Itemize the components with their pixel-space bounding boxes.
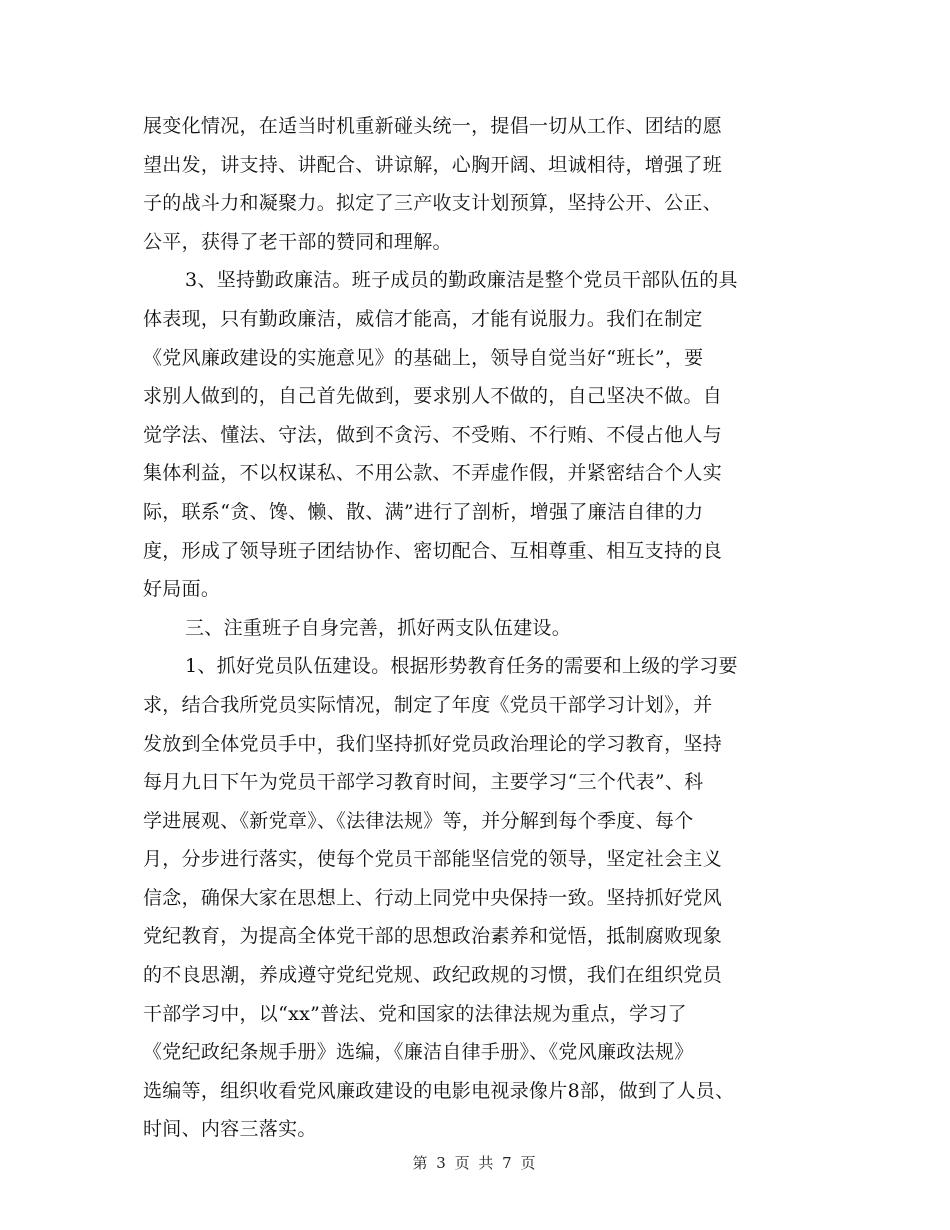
text-line: 时间、内容三落实。: [143, 1118, 317, 1141]
text-line: 发放到全体党员手中，我们坚持抓好党员政治理论的学习教育，坚持: [143, 732, 723, 755]
text-line: 的不良思潮，养成遵守党纪党规、政纪政规的习惯，我们在组织党员: [143, 964, 723, 987]
text-line: 月，分步进行落实，使每个党员干部能坚信党的领导，坚定社会主义: [143, 848, 723, 871]
text-line: 好局面。: [143, 578, 221, 601]
text-line: 际，联系“贪、馋、懒、散、满”进行了剖析，增强了廉洁自律的力: [143, 500, 704, 523]
text-line: 求别人做到的，自己首先做到，要求别人不做的，自己坚决不做。自: [143, 385, 723, 408]
text-line: 度，形成了领导班子团结协作、密切配合、互相尊重、相互支持的良: [143, 539, 723, 562]
text-line: 每月九日下午为党员干部学习教育时间，主要学习“三个代表”、科: [143, 771, 704, 794]
document-body: [143, 107, 815, 1149]
text-line: 《党纪政纪条规手册》选编，《廉洁自律手册》、《党风廉政法规》: [143, 1041, 694, 1064]
text-line: 信念，确保大家在思想上、行动上同党中央保持一致。坚持抓好党风: [143, 886, 723, 909]
text-line: 展变化情况，在适当时机重新碰头统一，提倡一切从工作、团结的愿: [143, 115, 723, 137]
text-line: 3、坚持勤政廉洁。班子成员的勤政廉洁是整个党员干部队伍的具: [185, 269, 738, 292]
text-line: 体表现，只有勤政廉洁，威信才能高，才能有说服力。我们在制定: [143, 307, 703, 330]
text-line: 三、注重班子自身完善，抓好两支队伍建设。: [185, 616, 572, 639]
text-line: 子的战斗力和凝聚力。拟定了三产收支计划预算，坚持公开、公正、: [143, 192, 723, 215]
text-line: 求，结合我所党员实际情况，制定了年度《党员干部学习计划》，并: [143, 693, 713, 716]
text-line: 公平，获得了老干部的赞同和理解。: [143, 230, 452, 253]
text-line: 干部学习中，以“xx”普法、党和国家的法律法规为重点，学习了: [143, 1002, 687, 1025]
text-line: 《党风廉政建设的实施意见》的基础上，领导自觉当好“班长”，要: [143, 346, 704, 369]
text-line: 学进展观、《新党章》、《法律法规》等，并分解到每个季度、每个: [143, 809, 694, 832]
text-line: 觉学法、懂法、守法，做到不贪污、不受贿、不行贿、不侵占他人与: [143, 423, 723, 446]
text-line: 选编等，组织收看党风廉政建设的电影电视录像片8部，做到了人员、: [143, 1079, 735, 1102]
page-footer: 第 3 页 共 7 页: [412, 1154, 538, 1172]
text-line: 望出发，讲支持、讲配合、讲谅解，心胸开阔、坦诚相待，增强了班: [143, 153, 723, 176]
text-line: 党纪教育，为提高全体党干部的思想政治素养和觉悟，抵制腐败现象: [143, 925, 723, 948]
text-line: 1、抓好党员队伍建设。根据形势教育任务的需要和上级的学习要: [185, 655, 738, 678]
text-line: 集体利益，不以权谋私、不用公款、不弄虚作假，并紧密结合个人实: [143, 462, 723, 485]
